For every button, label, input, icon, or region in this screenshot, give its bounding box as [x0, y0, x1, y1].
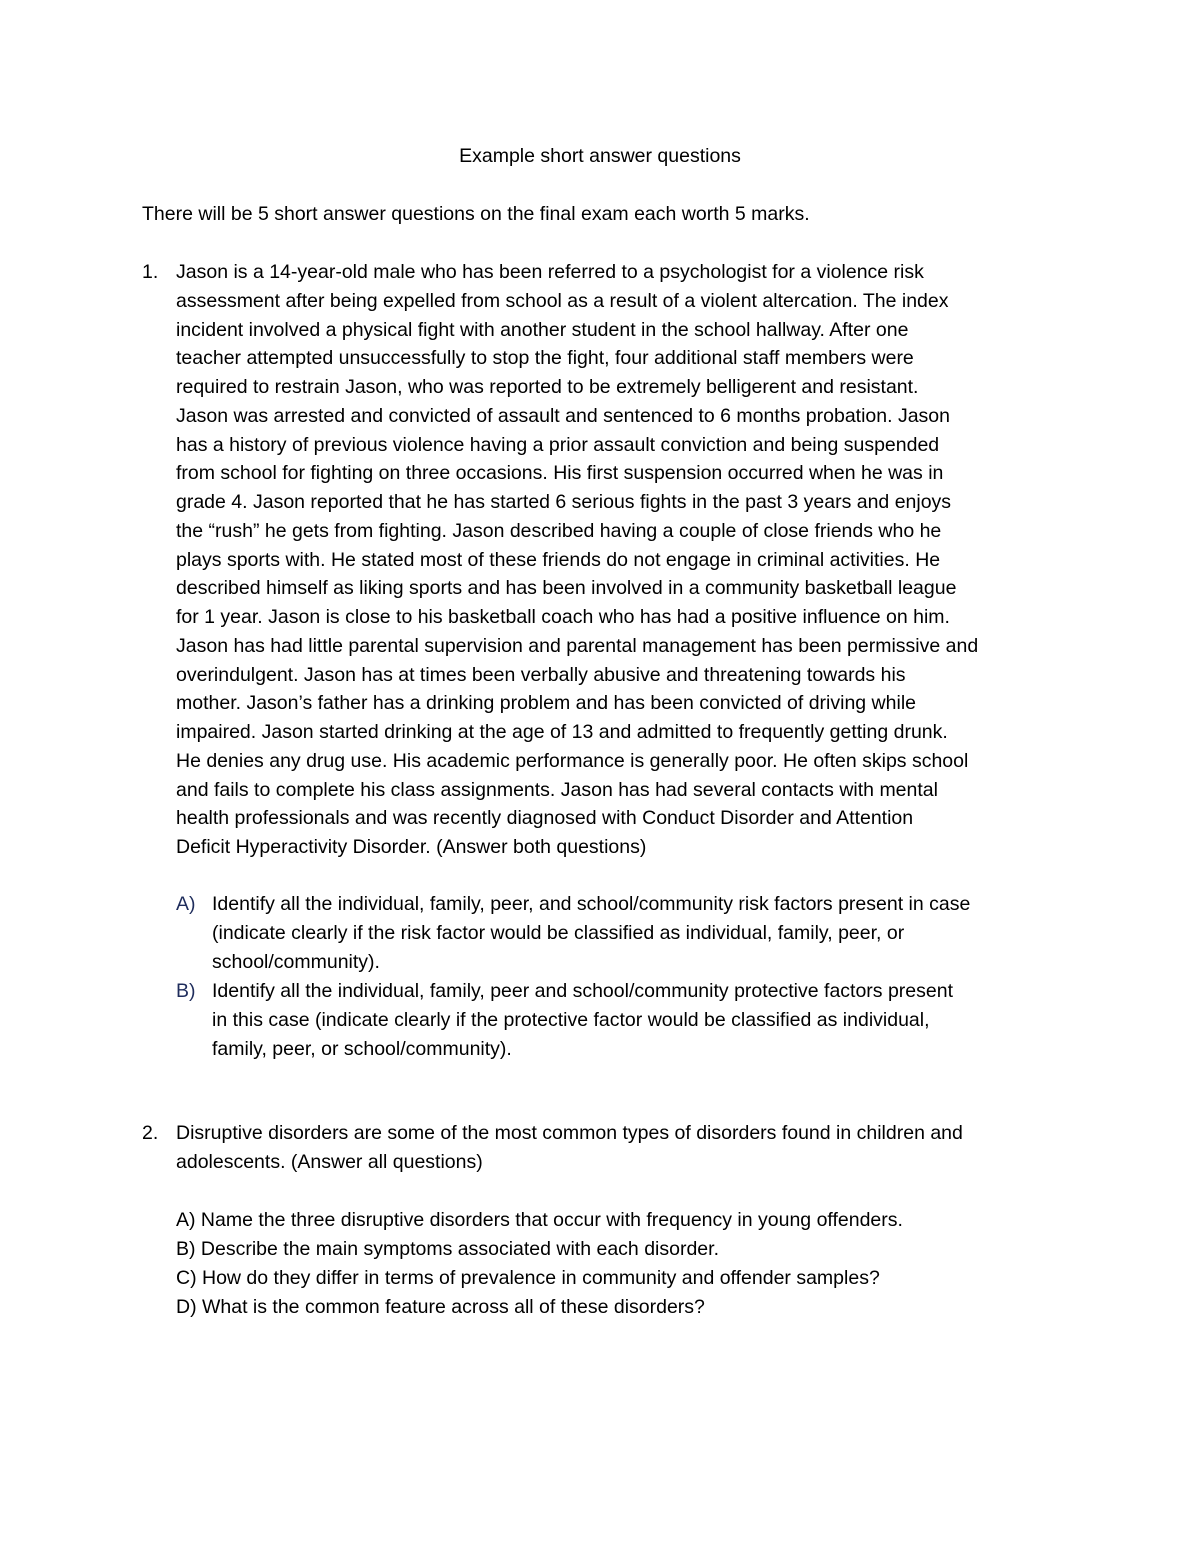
intro-paragraph: There will be 5 short answer questions on the final exam each worth 5 marks.: [142, 203, 810, 225]
question-1-line: overindulgent. Jason has at times been verbally abusive and threatening towards his: [176, 663, 906, 686]
question-1-line: described himself as liking sports and has been involved in a community basketball league: [176, 577, 957, 600]
sub-b-line: in this case (indicate clearly if the protective factor would be classified as individual,: [212, 1008, 930, 1031]
question-1-line: Deficit Hyperactivity Disorder. (Answer both questions): [176, 836, 647, 858]
question-1-line: required to restrain Jason, who was reported to be extremely belligerent and resistant.: [176, 376, 919, 398]
question-2-number: 2.: [142, 1122, 159, 1144]
question-2-item-b: B) Describe the main symptoms associated with each disorder.: [176, 1238, 719, 1260]
sub-b-line: Identify all the individual, family, peer and school/community protective factors present: [212, 980, 953, 1002]
sub-a-letter: A): [176, 893, 196, 915]
question-1-text: [176, 258, 1066, 862]
question-1-line: for 1 year. Jason is close to his basketball coach who has had a positive influence on him.: [176, 606, 950, 628]
question-1-line: assessment after being expelled from school as a result of a violent altercation. The index: [176, 289, 949, 312]
sub-a-line: school/community).: [212, 950, 380, 973]
sub-b-text: [212, 977, 1072, 1063]
question-2-line: adolescents. (Answer all questions): [176, 1150, 483, 1173]
question-1-line: grade 4. Jason reported that he has started 6 serious fights in the past 3 years and enjoys: [176, 491, 952, 513]
sub-a-line: Identify all the individual, family, peer, and school/community risk factors present in case: [212, 893, 971, 915]
question-1-line: Jason was arrested and convicted of assault and sentenced to 6 months probation. Jason: [176, 404, 950, 427]
question-2-line: Disruptive disorders are some of the most common types of disorders found in children and: [176, 1122, 963, 1144]
question-1-line: mother. Jason’s father has a drinking problem and has been convicted of driving while: [176, 692, 916, 715]
sub-a-line: (indicate clearly if the risk factor would be classified as individual, family, peer, or: [212, 921, 905, 944]
sub-b-line: family, peer, or school/community).: [212, 1037, 512, 1060]
question-1-line: plays sports with. He stated most of these friends do not engage in criminal activities. He: [176, 548, 941, 571]
document-title: Example short answer questions: [459, 145, 741, 167]
question-2-item-d: D) What is the common feature across all of these disorders?: [176, 1296, 705, 1318]
question-2-text: [176, 1119, 1066, 1177]
question-1-line: has a history of previous violence having a prior assault conviction and being suspended: [176, 433, 940, 456]
question-1-line: and fails to complete his class assignments. Jason has had several contacts with mental: [176, 778, 938, 801]
question-2-item-a: A) Name the three disruptive disorders that occur with frequency in young offenders.: [176, 1209, 903, 1231]
question-1-number: 1.: [142, 261, 159, 283]
question-1-line: from school for fighting on three occasions. His first suspension occurred when he was in: [176, 462, 944, 485]
question-1-line: He denies any drug use. His academic performance is generally poor. He often skips school: [176, 749, 969, 772]
question-1-line: the “rush” he gets from fighting. Jason described having a couple of close friends who he: [176, 519, 942, 542]
question-1-line: Jason is a 14-year-old male who has been referred to a psychologist for a violence risk: [176, 261, 924, 283]
question-1-line: incident involved a physical fight with another student in the school hallway. After one: [176, 318, 909, 341]
question-1-line: Jason has had little parental supervision and parental management has been permissive and: [176, 634, 979, 657]
sub-b-letter: B): [176, 980, 196, 1002]
question-1-line: impaired. Jason started drinking at the age of 13 and admitted to frequently getting drunk.: [176, 721, 948, 743]
question-1-line: teacher attempted unsuccessfully to stop the fight, four additional staff members were: [176, 347, 914, 370]
sub-a-text: [212, 890, 1072, 976]
question-2-item-c: C) How do they differ in terms of prevalence in community and offender samples?: [176, 1267, 880, 1289]
question-1-line: health professionals and was recently diagnosed with Conduct Disorder and Attention: [176, 807, 914, 830]
